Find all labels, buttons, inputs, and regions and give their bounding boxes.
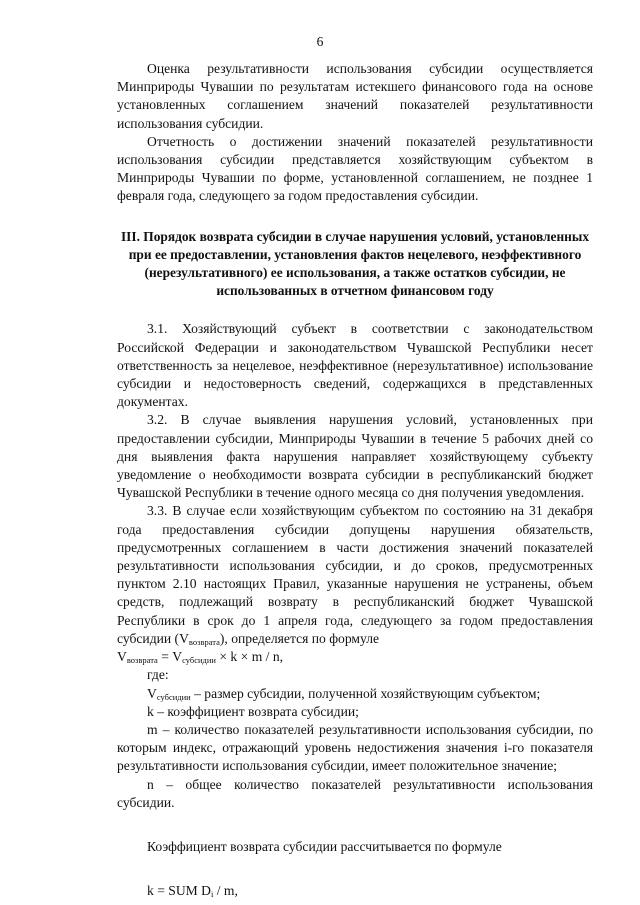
definition-m: m – количество показателей результативности использования субсидии, по которым индекс, отражающий уровень недостижения значения i-го показателя результативности использования субсидии, имеет положительное значение; — [117, 721, 593, 774]
paragraph-reporting: Отчетность о достижении значений показателей результативности использования субсидии представляется хозяйствующим субъектом в Минприроды Чувашии по форме, установленной соглашением, не позднее 1 февраля года, следующего за годом предоставления субсидии. — [117, 133, 593, 204]
formula-subsidy-subscript: субсидии — [182, 655, 216, 666]
definition-v-symbol: V — [147, 685, 157, 701]
formula2-right: / m, — [213, 883, 238, 899]
formula2-left: k = SUM D — [147, 883, 211, 899]
where-label: где: — [147, 667, 169, 683]
clause-3-3-ending: ), определяется по формуле — [219, 630, 380, 646]
section-heading: III. Порядок возврата субсидии в случае нарушения условий, установленных при ее предоставлении, установления фактов нецелевого, неэффективного (нерезультативного) ее использования, а также остатков субсидии, не использованных в отчетном финансовом году — [120, 228, 590, 299]
document-body — [117, 60, 593, 900]
clause-3-3 — [117, 502, 593, 648]
formula-equals: = V — [157, 649, 183, 665]
formula-v-subscript: возврата — [126, 655, 158, 666]
formula-coefficient — [117, 882, 593, 900]
formula2-subscript: i — [210, 889, 214, 900]
formula-rest: × k × m / n, — [215, 649, 284, 665]
formula-return-volume — [117, 648, 593, 666]
definition-k: k – коэффициент возврата субсидии; — [147, 703, 359, 719]
page-number: 6 — [316, 34, 324, 49]
clause-3-2: 3.2. В случае выявления нарушения условий, установленных при предоставлении субсидии, Минприроды Чувашии в течение 5 рабочих дней со дня выявления факта нарушения направляет хозяйствующему субъекту уведомление о необходимости возврата субсидии в республиканский бюджет Чувашской Республики в течение одного месяца со дня получения уведомления. — [117, 412, 593, 501]
definition-v-subscript: субсидии — [156, 691, 191, 702]
definition-v-text: – размер субсидии, полученной хозяйствующим субъектом; — [190, 685, 541, 701]
paragraph-evaluation: Оценка результативности использования субсидии осуществляется Минприроды Чувашии по результатам истекшего финансового года на основе установленных соглашением значений показателей результативности использования субсидии. — [117, 61, 593, 131]
clause-3-3-subscript: возврата — [188, 636, 220, 647]
clause-3-1: 3.1. Хозяйствующий субъект в соответствии с законодательством Российской Федерации и законодательством Чувашской Республики несет ответственность за нецелевое, неэффективное (нерезультативное) использование субсидии и недостоверность сведений, содержащихся в представленных документах. — [117, 321, 593, 410]
formula-v-symbol: V — [117, 649, 127, 665]
clause-3-3-text: 3.3. В случае если хозяйствующим субъектом по состоянию на 31 декабря года предоставления субсидии допущены нарушения обязательств, предусмотренных соглашением в части достижения значений показателей результативности использования субсидии, и до сроков, предусмотренных пунктом 2.10 настоящих Правил, указанные нарушения не устранены, объем средств, подлежащий возврату в республиканский бюджет Чувашской Республики в срок до 1 апреля года, следующего за годом предоставления субсидии (V — [117, 503, 593, 646]
definition-v — [117, 685, 593, 703]
coefficient-line: Коэффициент возврата субсидии рассчитывается по формуле — [147, 838, 502, 854]
definition-n: n – общее количество показателей результативности использования субсидии. — [117, 776, 593, 810]
